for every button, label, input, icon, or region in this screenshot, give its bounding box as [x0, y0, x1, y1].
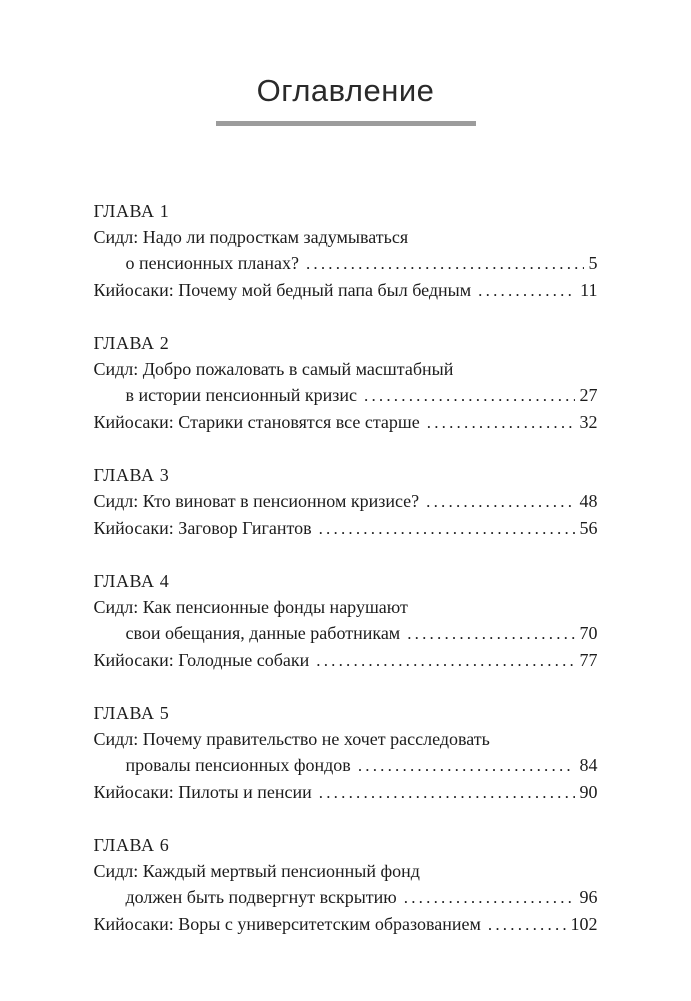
- toc-entry: [94, 277, 598, 304]
- toc-chapter: [94, 198, 598, 304]
- dot-leader: [319, 779, 575, 806]
- toc-entry-line: [94, 752, 598, 779]
- dot-leader: [319, 515, 575, 542]
- toc-entry-line: [94, 620, 598, 647]
- toc-entry: [94, 647, 598, 674]
- dot-leader: [404, 884, 575, 911]
- toc-entry-line: [94, 488, 598, 515]
- entry-text: Сидл: Добро пожаловать в самый масштабный: [93, 359, 454, 380]
- toc-entry: [94, 779, 598, 806]
- toc-entry-line: [94, 277, 598, 304]
- entry-page-number: 96: [579, 887, 598, 908]
- entry-page-number: 56: [579, 518, 598, 539]
- entry-text: провалы пенсионных фондов: [125, 755, 351, 776]
- toc-chapter: [94, 462, 598, 542]
- toc-entry-line: [94, 409, 598, 436]
- toc-entry-line: [94, 594, 598, 620]
- entry-page-number: 70: [579, 623, 598, 644]
- chapter-heading: ГЛАВА 6: [93, 835, 170, 856]
- toc-entry-line: [94, 250, 598, 277]
- dot-leader: [478, 277, 575, 304]
- dot-leader: [306, 250, 584, 277]
- toc-entry-line: [94, 858, 598, 884]
- entry-text: Кийосаки: Почему мой бедный папа был бедным: [93, 280, 472, 301]
- entry-page-number: 90: [579, 782, 598, 803]
- entry-text: свои обещания, данные работникам: [125, 623, 401, 644]
- chapter-heading: ГЛАВА 1: [93, 201, 170, 222]
- toc-entry: [94, 515, 598, 542]
- toc-entry-line: [94, 779, 598, 806]
- entry-text: Сидл: Каждый мертвый пенсионный фонд: [93, 861, 420, 882]
- entry-page-number: 77: [579, 650, 598, 671]
- toc-entry: [94, 409, 598, 436]
- toc-entry-line: [94, 647, 598, 674]
- title-block: [0, 74, 691, 126]
- entry-page-number: 5: [588, 253, 598, 274]
- dot-leader: [358, 752, 575, 779]
- title-underline: [216, 121, 476, 126]
- toc-entry: [94, 356, 598, 409]
- entry-text: должен быть подвергнут вскрытию: [125, 887, 397, 908]
- entry-text: в истории пенсионный кризис: [125, 385, 357, 406]
- dot-leader: [407, 620, 574, 647]
- toc-chapter: [94, 700, 598, 806]
- dot-leader: [426, 488, 574, 515]
- dot-leader: [364, 382, 575, 409]
- entry-page-number: 27: [579, 385, 598, 406]
- entry-text: Кийосаки: Заговор Гигантов: [93, 518, 312, 539]
- chapter-heading: ГЛАВА 4: [93, 571, 170, 592]
- dot-leader: [316, 647, 574, 674]
- entry-text: Сидл: Надо ли подросткам задумываться: [93, 227, 409, 248]
- entry-text: Кийосаки: Воры с университетским образованием: [93, 914, 481, 935]
- entry-text: Сидл: Как пенсионные фонды нарушают: [93, 597, 408, 618]
- entry-text: Кийосаки: Старики становятся все старше: [93, 412, 420, 433]
- toc-entry-line: [94, 356, 598, 382]
- toc-chapter: [94, 568, 598, 674]
- entry-text: Кийосаки: Пилоты и пенсии: [93, 782, 312, 803]
- toc-entry-line: [94, 726, 598, 752]
- entry-text: Сидл: Почему правительство не хочет расследовать: [93, 729, 490, 750]
- toc-entry-line: [94, 382, 598, 409]
- entry-page-number: 11: [580, 280, 598, 301]
- toc-entry: [94, 488, 598, 515]
- chapter-heading: ГЛАВА 2: [93, 333, 170, 354]
- toc-entry-line: [94, 884, 598, 911]
- toc-entry: [94, 224, 598, 277]
- toc-entry-line: [94, 911, 598, 938]
- entry-page-number: 102: [570, 914, 598, 935]
- toc-entry: [94, 858, 598, 911]
- dot-leader: [427, 409, 575, 436]
- entry-page-number: 32: [579, 412, 598, 433]
- chapter-heading: ГЛАВА 5: [93, 703, 170, 724]
- page-title: Оглавление: [256, 73, 435, 108]
- toc-entry-line: [94, 224, 598, 250]
- toc-entry-line: [94, 515, 598, 542]
- toc-entry: [94, 594, 598, 647]
- dot-leader: [488, 911, 566, 938]
- toc-list: [94, 198, 598, 938]
- entry-text: о пенсионных планах?: [125, 253, 299, 274]
- entry-text: Сидл: Кто виноват в пенсионном кризисе?: [93, 491, 420, 512]
- entry-text: Кийосаки: Голодные собаки: [93, 650, 310, 671]
- toc-chapter: [94, 832, 598, 938]
- toc-entry: [94, 726, 598, 779]
- chapter-heading: ГЛАВА 3: [93, 465, 170, 486]
- entry-page-number: 84: [579, 755, 598, 776]
- toc-chapter: [94, 330, 598, 436]
- entry-page-number: 48: [579, 491, 598, 512]
- toc-entry: [94, 911, 598, 938]
